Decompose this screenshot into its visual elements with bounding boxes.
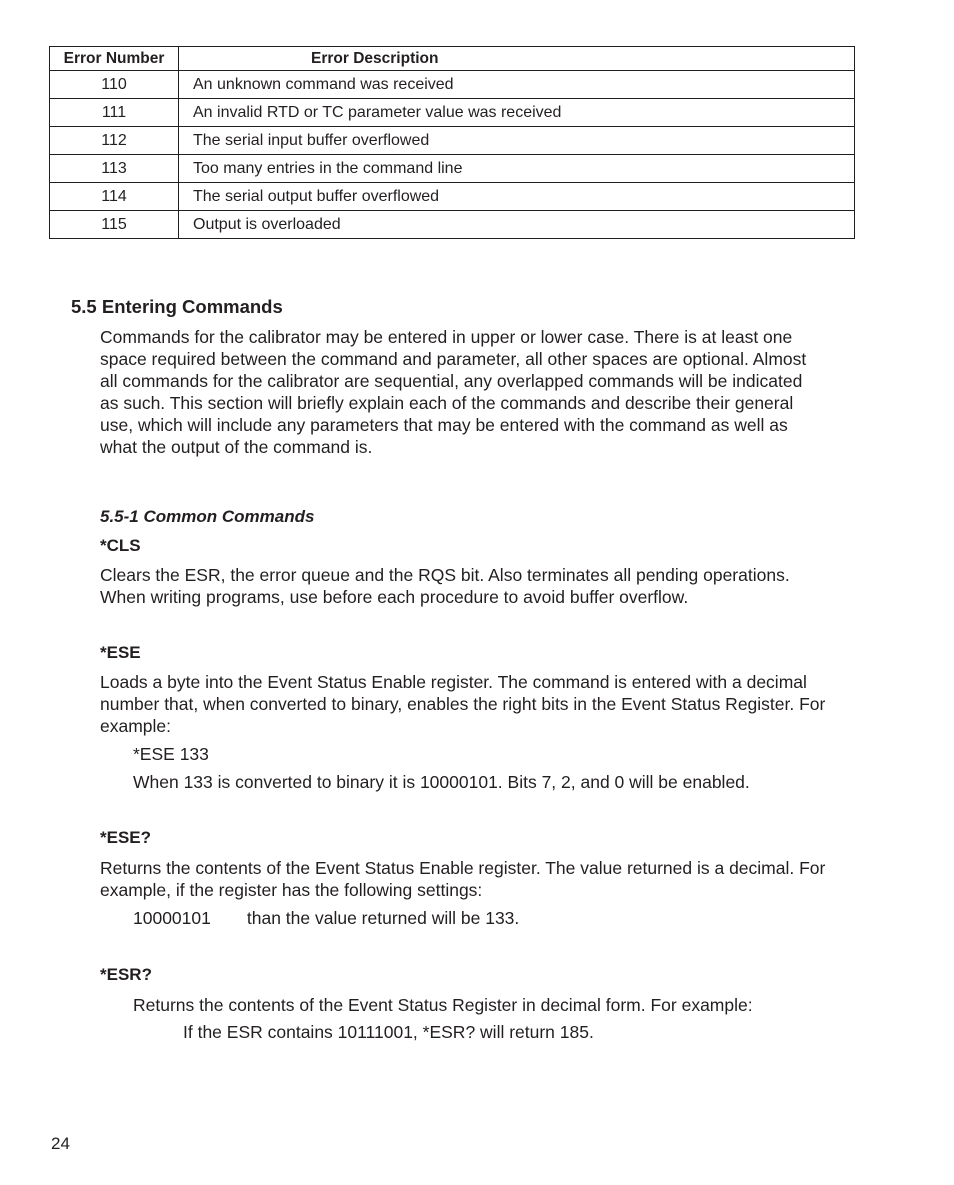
error-description-header: Error Description <box>179 47 855 71</box>
ese-example: *ESE 133 <box>133 744 209 764</box>
error-description-cell: Too many entries in the command line <box>179 155 855 183</box>
table-row <box>50 127 855 155</box>
error-number-cell: 113 <box>50 155 179 183</box>
error-description-cell: The serial output buffer overflowed <box>179 183 855 211</box>
cls-description-line: Clears the ESR, the error queue and the RQS bit. Also terminates all pending operations. <box>100 565 790 585</box>
cls-description-line: When writing programs, use before each procedure to avoid buffer overflow. <box>100 587 689 607</box>
subsection-title: 5.5-1 Common Commands <box>100 507 315 526</box>
intro-line: as such. This section will briefly explain each of the commands and describe their general <box>100 393 794 413</box>
command-heading-esr-query: *ESR? <box>100 965 152 984</box>
ese-description-line: example: <box>100 716 172 736</box>
ese-query-example <box>133 907 519 929</box>
error-description-cell: An unknown command was received <box>179 71 855 99</box>
section-title: 5.5 Entering Commands <box>71 296 283 317</box>
error-number-cell: 115 <box>50 211 179 239</box>
table-row <box>50 211 855 239</box>
command-heading-cls: *CLS <box>100 536 141 555</box>
error-number-cell: 114 <box>50 183 179 211</box>
error-number-cell: 110 <box>50 71 179 99</box>
error-description-cell: An invalid RTD or TC parameter value was received <box>179 99 855 127</box>
table-row <box>50 71 855 99</box>
table-row <box>50 155 855 183</box>
table-row <box>50 183 855 211</box>
command-heading-ese-query: *ESE? <box>100 828 152 847</box>
intro-line: Commands for the calibrator may be entered in upper or lower case. There is at least one <box>100 327 793 347</box>
ese-description-line: Loads a byte into the Event Status Enable register. The command is entered with a decimal <box>100 672 807 692</box>
table-row <box>50 99 855 127</box>
error-number-cell: 111 <box>50 99 179 127</box>
esr-query-description: Returns the contents of the Event Status Register in decimal form. For example: <box>133 995 753 1015</box>
ese-query-example-binary: 10000101 <box>133 908 211 928</box>
error-description-cell: The serial input buffer overflowed <box>179 127 855 155</box>
intro-line: use, which will include any parameters that may be entered with the command as well as <box>100 415 788 435</box>
error-number-cell: 112 <box>50 127 179 155</box>
ese-note: When 133 is converted to binary it is 10000101. Bits 7, 2, and 0 will be enabled. <box>133 772 750 792</box>
command-heading-ese: *ESE <box>100 643 141 662</box>
ese-query-description-line: example, if the register has the following settings: <box>100 880 483 900</box>
error-description-cell: Output is overloaded <box>179 211 855 239</box>
intro-line: space required between the command and parameter, all other spaces are optional. Almost <box>100 349 807 369</box>
esr-query-example: If the ESR contains 10111001, *ESR? will return 185. <box>183 1022 594 1042</box>
table-header-row <box>50 47 855 71</box>
intro-line: what the output of the command is. <box>100 437 373 457</box>
intro-line: all commands for the calibrator are sequential, any overlapped commands will be indicated <box>100 371 803 391</box>
error-number-header: Error Number <box>50 47 179 71</box>
page-number: 24 <box>51 1134 70 1153</box>
ese-query-description-line: Returns the contents of the Event Status Enable register. The value returned is a decimal. For <box>100 858 826 878</box>
error-table <box>49 46 855 239</box>
ese-query-example-text: than the value returned will be 133. <box>246 908 520 928</box>
ese-description-line: number that, when converted to binary, enables the right bits in the Event Status Register. For <box>100 694 826 714</box>
